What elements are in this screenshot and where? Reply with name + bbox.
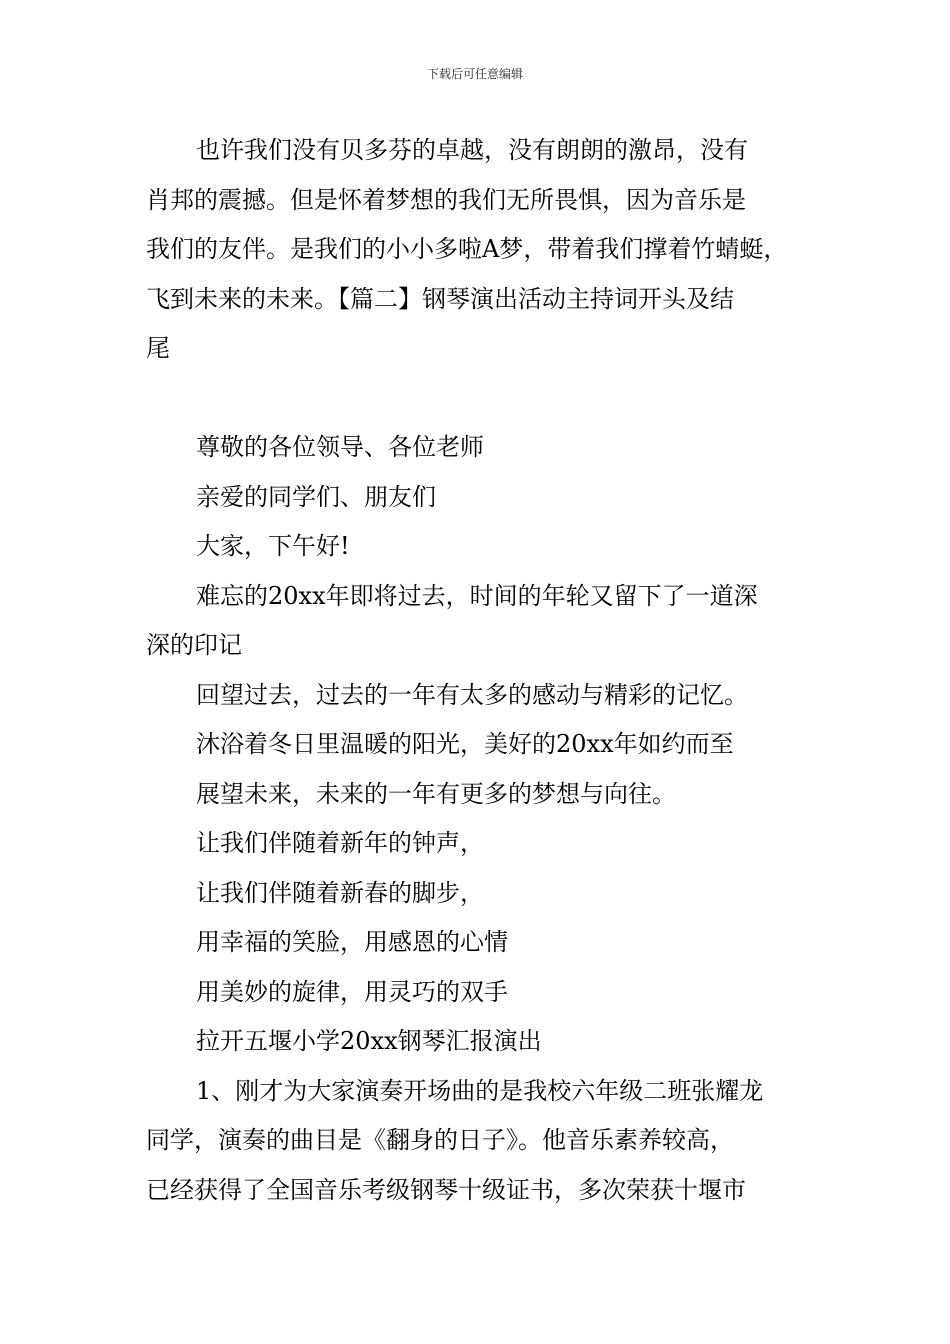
body-line: 拉开五堰小学20xx钢琴汇报演出 [196,1027,542,1055]
body-line: 已经获得了全国音乐考级钢琴十级证书，多次荣获十堰市 [146,1175,746,1204]
body-line: 同学，演奏的曲目是《翻身的日子》。他音乐素养较高， [146,1126,734,1154]
body-line: 沐浴着冬日里温暖的阳光，美好的20xx年如约而至 [196,730,734,758]
body-line: 肖邦的震撼。但是怀着梦想的我们无所畏惧，因为音乐是 [146,185,746,214]
body-line: 尊敬的各位领导、各位老师 [196,433,484,461]
body-line: 用幸福的笑脸，用感恩的心情 [196,928,508,956]
body-line: 飞到未来的未来。【篇二】钢琴演出活动主持词开头及结 [146,284,734,313]
page-header-note: 下载后可任意编辑 [426,67,523,81]
blank-line [146,374,814,424]
body-line: 亲爱的同学们、朋友们 [196,482,436,511]
body-line: 回望过去，过去的一年有太多的感动与精彩的记忆。 [196,680,748,709]
body-line: 让我们伴随着新年的钟声， [196,829,484,857]
body-line: 大家，下午好! [196,532,350,560]
body-line: 也许我们没有贝多芬的卓越，没有朗朗的激昂，没有 [196,136,748,164]
body-line: 展望未来，未来的一年有更多的梦想与向往。 [196,779,676,808]
body-line: 我们的友伴。是我们的小小多啦A梦，带着我们撑着竹蜻蜓， [146,235,788,263]
body-line: 让我们伴随着新春的脚步， [196,878,484,907]
body-line: 难忘的20xx年即将过去，时间的年轮又留下了一道深 [196,581,758,610]
document-body [146,126,814,1215]
body-line: 尾 [146,334,170,362]
body-line: 深的印记 [146,631,242,659]
body-line: 用美妙的旋律，用灵巧的双手 [196,977,508,1006]
body-line: 1、刚才为大家演奏开场曲的是我校六年级二班张耀龙 [196,1076,764,1105]
